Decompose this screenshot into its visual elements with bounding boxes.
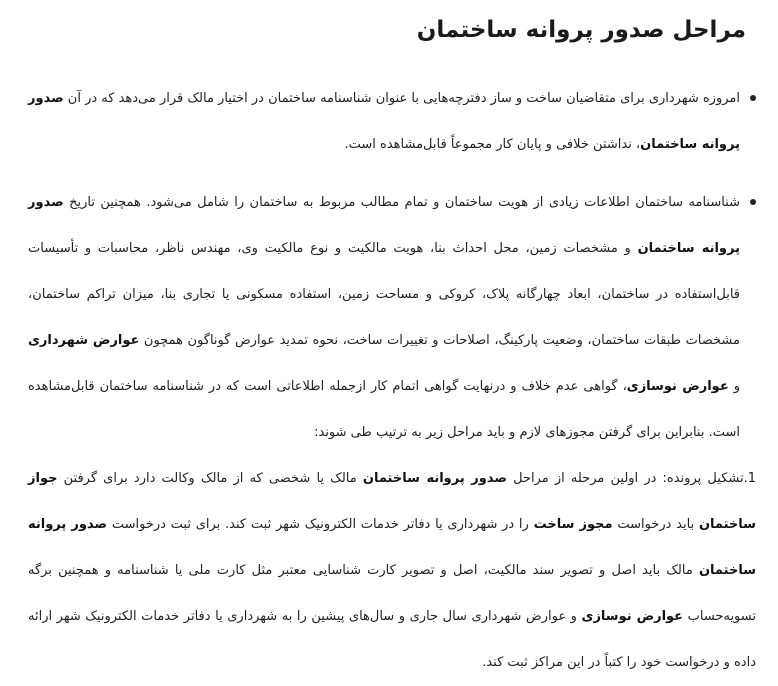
bold-term: عوارض نوسازی <box>581 609 684 624</box>
bold-term: عوارض نوسازی <box>626 379 729 394</box>
bullet-icon <box>750 199 756 205</box>
bullet-icon <box>750 95 756 101</box>
list-item <box>28 76 756 168</box>
bold-term: مجوز ساخت <box>533 517 613 532</box>
text-span: شناسنامه ساختمان اطلاعات زیادی از هویت ساختمان و تمام مطالب مربوط به ساختمان را شامل می‌شود. همچنین تاریخ <box>63 195 740 210</box>
bullet-list <box>28 76 756 456</box>
text-span: باید درخواست <box>612 517 699 532</box>
bold-term: عوارض شهرداری <box>28 333 140 348</box>
text-span: مالک باید اصل و تصویر سند مالکیت، اصل و تصویر کارت شناسایی معتبر مثل کارت ملی یا شناسنامه و همچنین برگه تسویه‌حساب <box>28 563 756 624</box>
text-span: را در شهرداری یا دفاتر خدمات الکترونیک شهر ثبت کند. برای ثبت درخواست <box>107 517 534 532</box>
bold-term: صدور پروانه ساختمان <box>362 471 507 486</box>
step-paragraph <box>28 456 756 686</box>
list-item <box>28 180 756 456</box>
text-span: مالک یا شخصی که از مالک وکالت دارد برای گرفتن <box>57 471 363 486</box>
text-span: و مشخصات زمین، محل احداث بنا، هویت مالکیت و نوع مالکیت وی، مهندس ناظر، محاسبات و تأسیسات قابل‌استفاده در ساختمان، ابعاد چهارگانه پلاک، کروکی و مساحت زمین، استفاده مسکونی یا تجاری بنا، میزان تراکم ساختمان، مشخصات طبقات ساختمان، وضعیت پارکینگ، اصلاحات و تغییرات ساخت، نحوه تمدید عوارض گوناگون همچون <box>28 241 740 348</box>
bold-term: صدور پروانه ساختمان <box>28 91 740 152</box>
text-span: امروزه شهرداری برای متقاضیان ساخت و ساز دفترچه‌هایی با عنوان شناسنامه ساختمان در اختیار مالک قرار می‌دهد که در آن <box>63 91 740 106</box>
text-span: 1.تشکیل پرونده: در اولین مرحله از مراحل <box>506 471 756 486</box>
bold-term: صدور پروانه ساختمان <box>28 517 756 578</box>
text-span: و <box>728 379 740 394</box>
bold-term: صدور پروانه ساختمان <box>28 195 740 256</box>
page-title: مراحل صدور پروانه ساختمان <box>416 17 746 43</box>
text-span: ، گواهی عدم خلاف و درنهایت گواهی اتمام کار ازجمله اطلاعاتی است که در شناسنامه ساختمان قابل‌مشاهده است. بنابراین برای گرفتن مجوزهای لازم و باید مراحل زیر به ترتیب طی شوند: <box>28 379 740 440</box>
text-span: و عوارض شهرداری سال جاری و سال‌های پیشین را به شهرداری یا دفاتر خدمات الکترونیک شهر ارائه داده و درخواست خود را کتباً در این مراکز ثبت کند. <box>28 609 756 670</box>
text-span: ، نداشتن خلافی و پایان کار مجموعاً قابل‌مشاهده است. <box>344 137 641 152</box>
bold-term: جواز ساختمان <box>28 471 756 532</box>
